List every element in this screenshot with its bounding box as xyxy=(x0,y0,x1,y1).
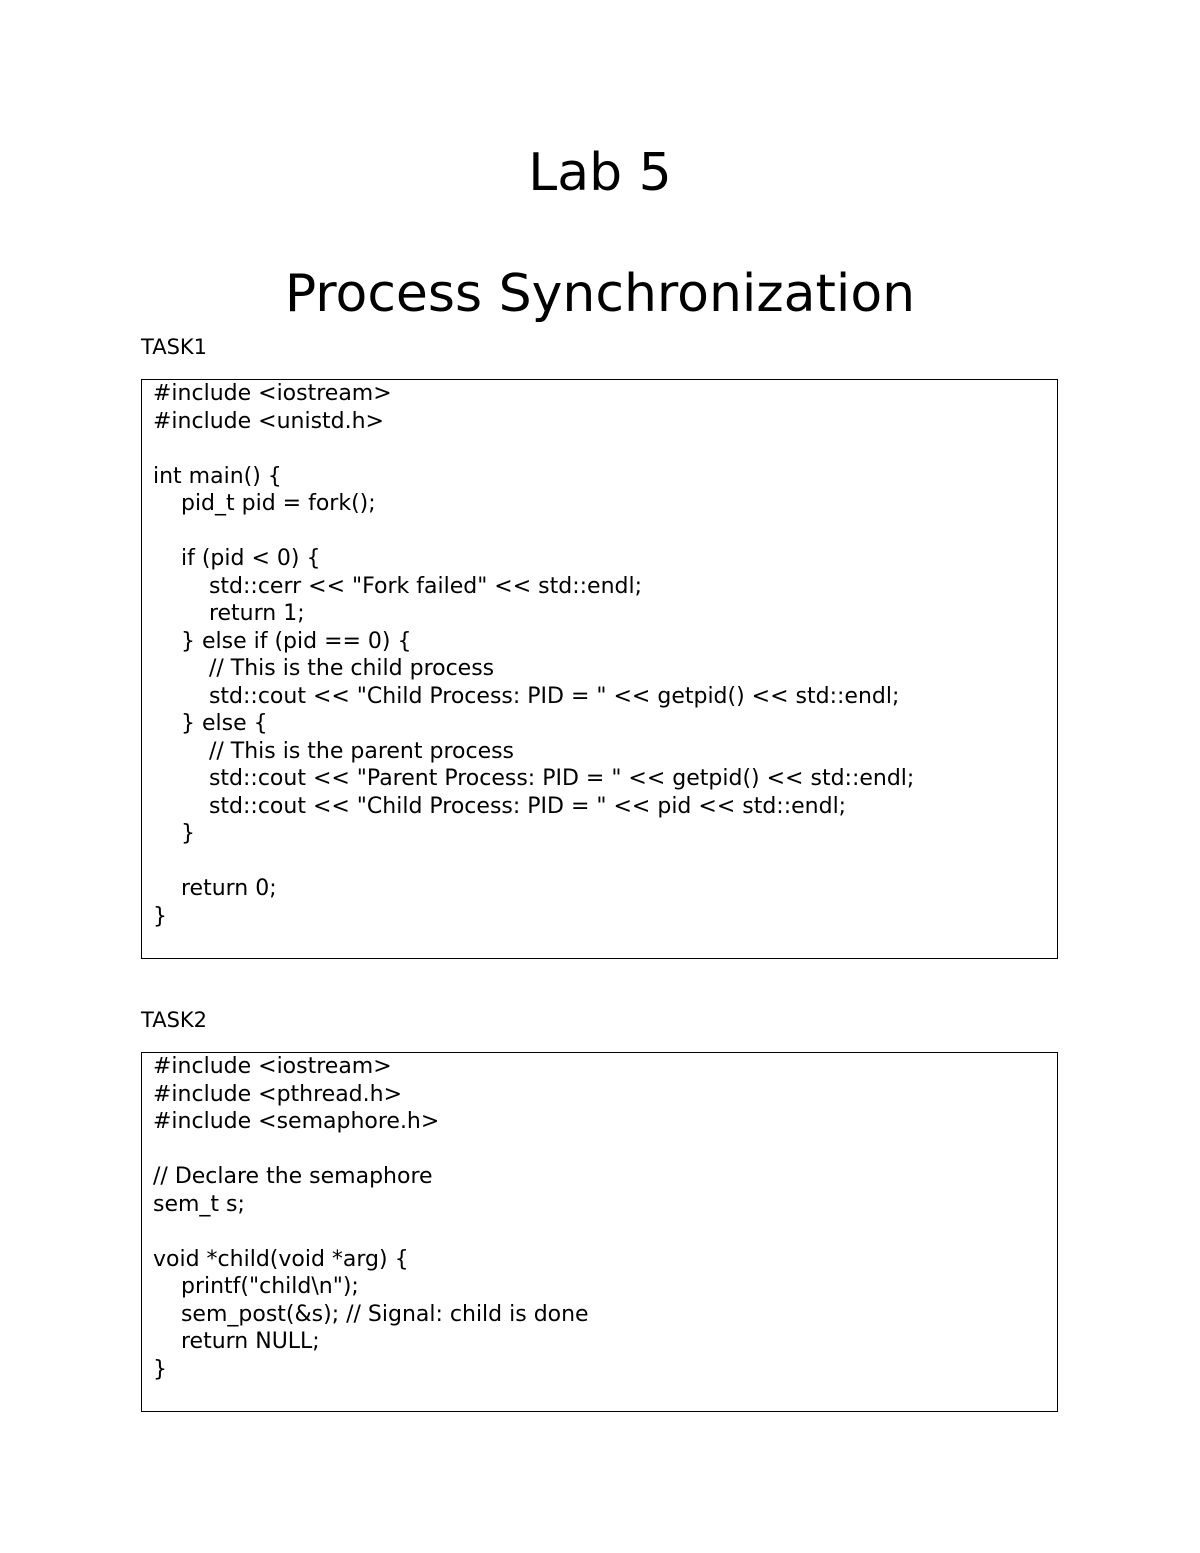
document-subtitle: Process Synchronization xyxy=(284,264,916,324)
task2-code-box xyxy=(141,1052,1058,1412)
code-line: #include <semaphore.h> xyxy=(153,1109,440,1134)
code-line: sem_t s; xyxy=(153,1191,245,1217)
code-line: // This is the parent process xyxy=(153,738,515,764)
code-line: return NULL; xyxy=(153,1329,320,1354)
code-line: } xyxy=(153,821,195,846)
task2-label: TASK2 xyxy=(141,1008,208,1032)
code-line xyxy=(153,435,1057,463)
task1-code-box xyxy=(141,379,1058,959)
code-line: } else { xyxy=(153,711,268,736)
document-title: Lab 5 xyxy=(528,143,672,203)
code-line: printf("child\n"); xyxy=(153,1274,359,1299)
code-line: // Declare the semaphore xyxy=(153,1164,433,1189)
code-line: } xyxy=(153,1356,167,1382)
code-line: #include <pthread.h> xyxy=(153,1081,403,1107)
code-line: void *child(void *arg) { xyxy=(153,1246,409,1272)
code-line: pid_t pid = fork(); xyxy=(153,491,376,516)
code-line: std::cout << "Child Process: PID = " << getpid() << std::endl; xyxy=(153,683,900,709)
code-line: sem_post(&s); // Signal: child is done xyxy=(153,1301,589,1327)
code-line: return 0; xyxy=(153,876,277,901)
code-line: #include <iostream> xyxy=(153,381,392,406)
code-line xyxy=(153,1218,1057,1246)
code-line: if (pid < 0) { xyxy=(153,546,321,571)
code-line: int main() { xyxy=(153,463,282,489)
code-line xyxy=(153,1136,1057,1164)
task1-label: TASK1 xyxy=(141,335,208,359)
code-line: // This is the child process xyxy=(153,656,495,681)
code-line: std::cout << "Child Process: PID = " << pid << std::endl; xyxy=(153,793,847,819)
code-line: return 1; xyxy=(153,601,305,626)
code-line xyxy=(153,518,1057,546)
code-line: std::cerr << "Fork failed" << std::endl; xyxy=(153,573,643,599)
code-line: #include <unistd.h> xyxy=(153,408,384,434)
code-line: #include <iostream> xyxy=(153,1054,392,1079)
code-line: } xyxy=(153,903,167,929)
code-line: } else if (pid == 0) { xyxy=(153,628,412,654)
code-line: std::cout << "Parent Process: PID = " << getpid() << std::endl; xyxy=(153,766,915,791)
code-line xyxy=(153,848,1057,876)
